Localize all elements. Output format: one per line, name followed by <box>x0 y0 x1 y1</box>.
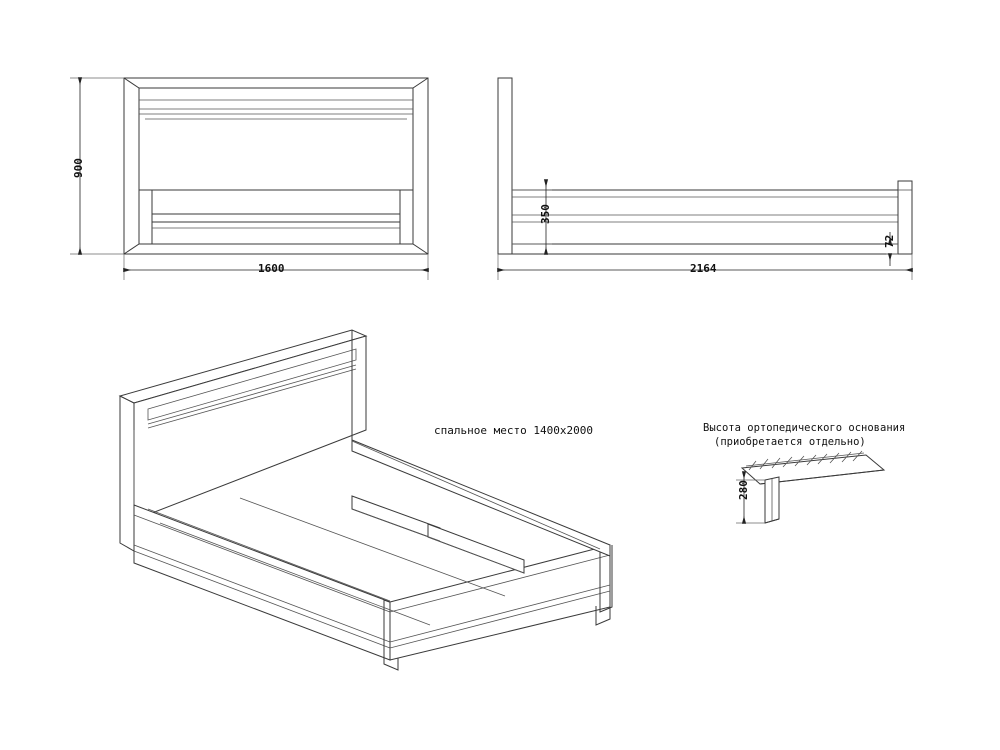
base-detail-geometry <box>736 451 884 523</box>
note-base-title: Высота ортопедического основания <box>703 422 906 434</box>
dimension-side-leg: 72 <box>883 234 896 248</box>
dimension-base-height: 280 <box>737 480 750 500</box>
note-base-subtitle: (приобретается отдельно) <box>714 436 866 448</box>
dimension-side-height: 350 <box>539 204 552 224</box>
note-sleeping-place: спальное место 1400x2000 <box>434 424 593 437</box>
dimension-side-length: 2164 <box>690 262 717 275</box>
front-view-geometry <box>70 78 428 280</box>
iso-view-geometry <box>120 330 612 670</box>
dimension-front-height: 900 <box>72 158 85 178</box>
dimension-front-width: 1600 <box>258 262 285 275</box>
side-view-geometry <box>498 78 912 280</box>
